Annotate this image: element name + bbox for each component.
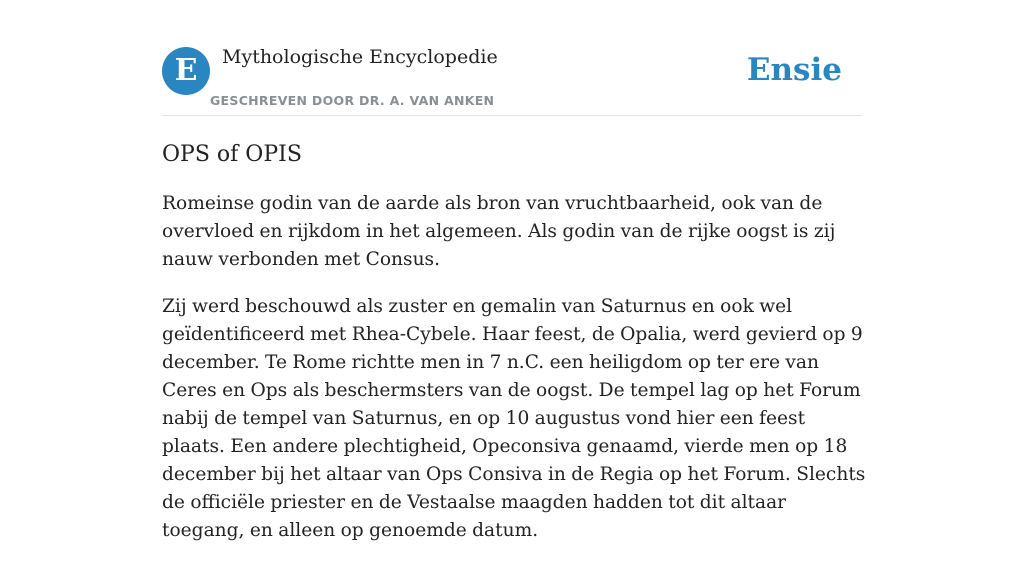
- article-title: OPS of OPIS: [162, 142, 302, 167]
- ensie-brand-logo[interactable]: Ensie: [746, 52, 842, 88]
- article-paragraph: Zij werd beschouwd als zuster en gemalin van Saturnus en ook wel geïdentificeerd met Rhea-Cybele. Haar feest, de Opalia, werd gevierd op 9 december. Te Rome richtte men in 7 n.C. een heiligdom op ter ere van Ceres en Ops als beschermsters van de oogst. De tempel lag op het Forum nabij de tempel van Saturnus, en op 10 augustus vond hier een feest plaats. Een andere plechtigheid, Opeconsiva genaamd, vierde men op 18 december bij het altaar van Ops Consiva in de Regia op het Forum. Slechts de officiële priester en de Vestaalse maagden hadden tot dit altaar toegang, en alleen op genoemde datum.: [162, 296, 866, 541]
- header-divider: [162, 115, 862, 116]
- publication-logo[interactable]: E: [162, 47, 210, 95]
- publication-title-link[interactable]: Mythologische Encyclopedie: [222, 46, 498, 68]
- article-paragraph: Romeinse godin van de aarde als bron van vruchtbaarheid, ook van de overvloed en rijkdom in het algemeen. Als godin van de rijke oogst is zij nauw verbonden met Consus.: [162, 193, 836, 270]
- article: [162, 138, 867, 564]
- header: [162, 46, 862, 116]
- author-byline: GESCHREVEN DOOR DR. A. VAN ANKEN: [210, 93, 495, 108]
